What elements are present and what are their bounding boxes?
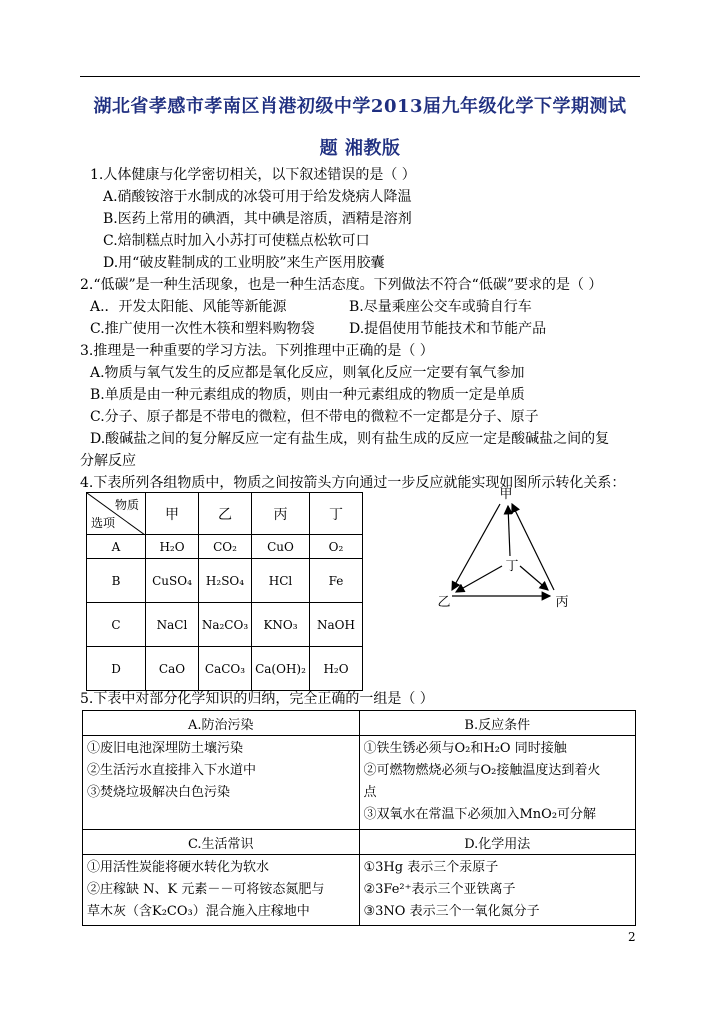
node-jia: 甲 <box>499 487 513 502</box>
table-cell: HCl <box>252 559 310 603</box>
table-cell: Fe <box>310 559 363 603</box>
group-a-heading: A.防治污染 <box>83 711 360 736</box>
table-cell: CO₂ <box>199 535 252 559</box>
arrow-jia-yi <box>452 504 500 590</box>
q5-table <box>82 710 636 926</box>
group-b-item: 点 <box>363 785 377 800</box>
row-option: D <box>87 647 146 691</box>
node-ding: 丁 <box>505 559 519 574</box>
table-cell: CaCO₃ <box>199 647 252 691</box>
q4-table-corner <box>87 493 146 535</box>
group-c-heading: C.生活常识 <box>83 830 360 855</box>
q1-stem: 1.人体健康与化学密切相关，以下叙述错误的是（ ） <box>90 167 416 183</box>
group-d-item: ①3Hg 表示三个汞原子 <box>363 860 499 875</box>
q3-option-c: C.分子、原子都是不带电的微粒，但不带电的微粒不一定都是分子、原子 <box>90 409 539 425</box>
q3-option-a: A.物质与氧气发生的反应都是氧化反应，则氧化反应一定要有氧气参加 <box>90 365 525 381</box>
row-option: C <box>87 603 146 647</box>
page-title-line2: 题 湘教版 <box>319 138 401 159</box>
table-cell: H₂O <box>146 535 199 559</box>
group-c-content <box>83 855 360 926</box>
q1-option-b: B.医药上常用的碘酒，其中碘是溶质，酒精是溶剂 <box>103 211 412 227</box>
header-top-label: 物质 <box>114 498 139 512</box>
table-cell: Na₂CO₃ <box>199 603 252 647</box>
table-cell: O₂ <box>310 535 363 559</box>
q2-option-d: D.提倡使用节能技术和节能产品 <box>349 321 547 337</box>
transformation-diagram <box>430 484 590 614</box>
group-d-item: ②3Fe²⁺表示三个亚铁离子 <box>363 882 516 897</box>
group-b-heading: B.反应条件 <box>359 711 636 736</box>
group-b-item: ③双氧水在常温下必须加入MnO₂可分解 <box>363 807 597 822</box>
row-option: B <box>87 559 146 603</box>
group-b-content <box>359 736 636 830</box>
group-c-item: ②庄稼缺 N、K 元素－－可将铵态氮肥与 <box>87 882 325 897</box>
q1-option-d: D.用“破皮鞋制成的工业明胶”来生产医用胶囊 <box>103 255 385 271</box>
group-d-content <box>359 855 636 926</box>
table-cell: NaCl <box>146 603 199 647</box>
table-cell: CuO <box>252 535 310 559</box>
col-header: 甲 <box>146 493 199 535</box>
group-d-heading: D.化学用法 <box>359 830 636 855</box>
header-rule <box>80 76 640 77</box>
q3-option-d: D.酸碱盐之间的复分解反应一定有盐生成，则有盐生成的反应一定是酸碱盐之间的复 <box>90 431 610 447</box>
group-a-item: ②生活污水直接排入下水道中 <box>87 763 257 778</box>
group-a-item: ①废旧电池深埋防土壤污染 <box>87 741 244 756</box>
row-option: A <box>87 535 146 559</box>
q1-option-c: C.焙制糕点时加入小苏打可使糕点松软可口 <box>103 233 370 249</box>
page-number: 2 <box>628 930 636 944</box>
q2-option-a: A.．开发太阳能、风能等新能源 <box>90 299 287 315</box>
q2-stem: 2.“低碳”是一种生活现象，也是一种生活态度。下列做法不符合“低碳”要求的是（ ） <box>80 277 603 293</box>
table-cell: H₂SO₄ <box>199 559 252 603</box>
arrow-ding-jia <box>508 506 510 556</box>
q2-option-b: B.尽量乘座公交车或骑自行车 <box>349 299 532 315</box>
group-a-item: ③焚烧垃圾解决白色污染 <box>87 785 231 800</box>
page-title: 湖北省孝感市孝南区肖港初级中学2013届九年级化学下学期测试 <box>93 96 627 117</box>
q3-stem: 3.推理是一种重要的学习方法。下列推理中正确的是（ ） <box>80 343 434 359</box>
table-cell: KNO₃ <box>252 603 310 647</box>
q5-stem: 5.下表中对部分化学知识的归纳，完全正确的一组是（ ） <box>80 691 434 707</box>
group-c-item: 草木灰（含K₂CO₃）混合施入庄稼地中 <box>87 904 310 919</box>
table-cell: NaOH <box>310 603 363 647</box>
col-header: 乙 <box>199 493 252 535</box>
table-cell: H₂O <box>310 647 363 691</box>
group-c-item: ①用活性炭能将硬水转化为软水 <box>87 860 270 875</box>
q4-stem: 4.下表所列各组物质中，物质之间按箭头方向通过一步反应就能实现如图所示转化关系： <box>80 475 626 491</box>
q3-option-d-cont: 分解反应 <box>80 453 136 469</box>
group-d-item: ③3NO 表示三个一氧化氮分子 <box>363 904 540 919</box>
header-bottom-label: 选项 <box>91 516 116 530</box>
node-yi: 乙 <box>437 595 451 610</box>
table-cell: Ca(OH)₂ <box>252 647 310 691</box>
table-cell: CuSO₄ <box>146 559 199 603</box>
group-b-item: ①铁生锈必须与O₂和H₂O 同时接触 <box>363 741 567 756</box>
q2-option-c: C.推广使用一次性木筷和塑料购物袋 <box>90 321 315 337</box>
node-bing: 丙 <box>555 595 569 610</box>
group-b-item: ②可燃物燃烧必须与O₂接触温度达到着火 <box>363 763 601 778</box>
col-header: 丁 <box>310 493 363 535</box>
col-header: 丙 <box>252 493 310 535</box>
q4-table <box>86 492 363 691</box>
table-cell: CaO <box>146 647 199 691</box>
q1-option-a: A.硝酸铵溶于水制成的冰袋可用于给发烧病人降温 <box>103 189 412 205</box>
group-a-content <box>83 736 360 830</box>
q3-option-b: B.单质是由一种元素组成的物质，则由一种元素组成的物质一定是单质 <box>90 387 525 403</box>
